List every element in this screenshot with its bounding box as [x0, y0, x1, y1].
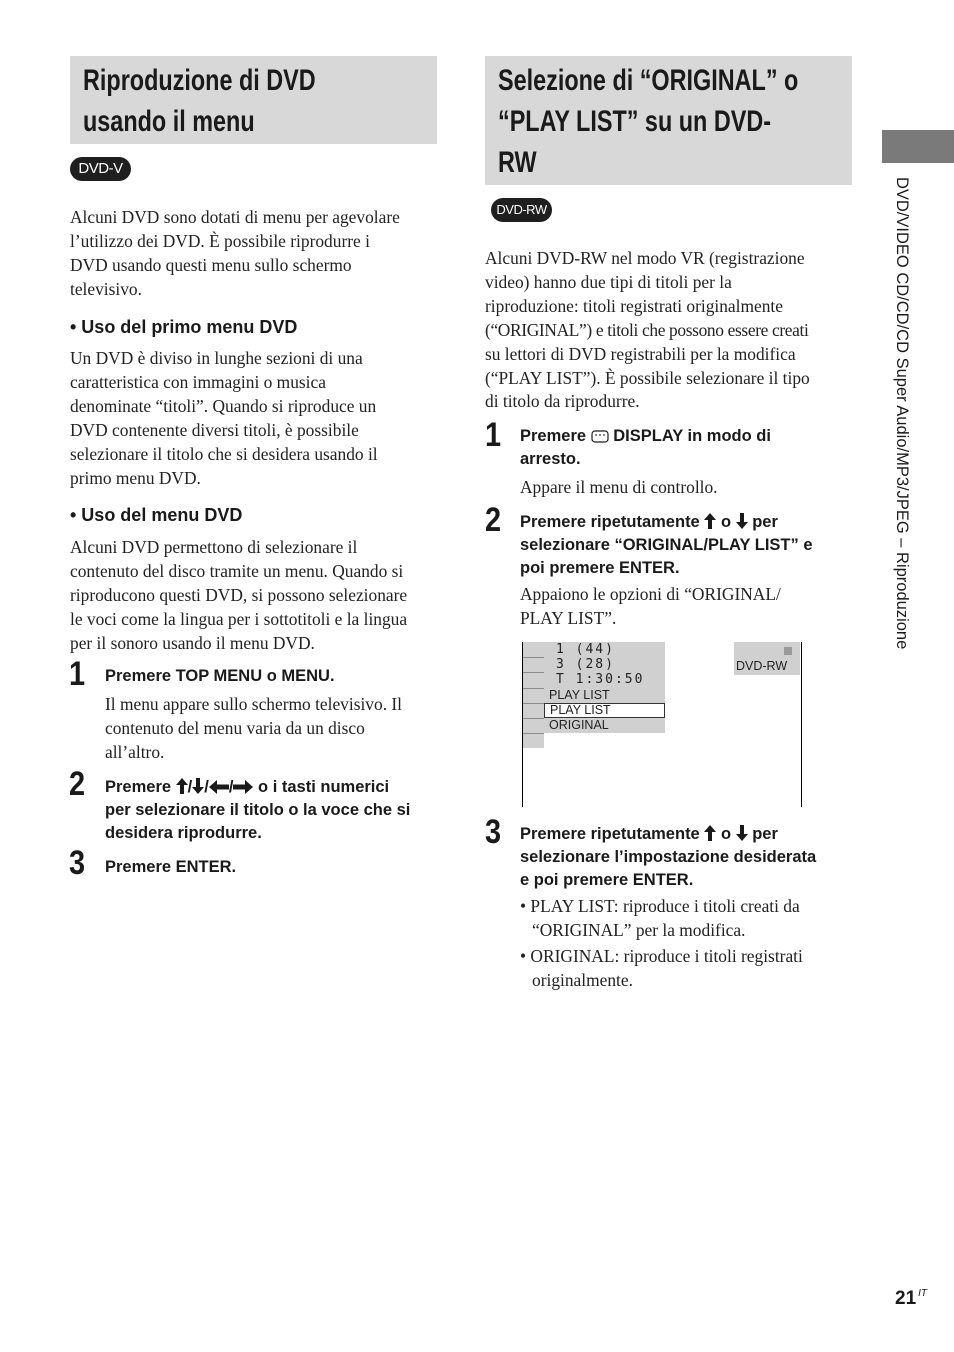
arrow-up-icon	[704, 513, 716, 529]
left-step-2-heading: Premere / / / o i tasti numerici per selezionare il titolo o la voce che si desidera riprodurre.	[105, 778, 411, 842]
left-title-line-1: Riproduzione di DVD	[83, 64, 316, 97]
status-square-icon	[784, 647, 792, 655]
left-step-3-number: 3	[69, 844, 86, 882]
arrow-down-icon	[192, 778, 204, 794]
right-step-1-heading: Premere DISPLAY in modo di arresto.	[520, 427, 771, 468]
right-step-1-number: 1	[485, 416, 502, 454]
section-tab	[882, 130, 954, 163]
subheading-primo-menu: • Uso del primo menu DVD	[70, 317, 298, 337]
arrow-left-icon	[209, 780, 229, 794]
current-setting: PLAY LIST	[544, 688, 665, 703]
left-step-3-heading: Premere ENTER.	[105, 858, 237, 876]
right-step-3-number: 3	[485, 813, 502, 851]
option-play-list[interactable]: PLAY LIST	[544, 703, 665, 718]
left-step-1-number: 1	[69, 655, 86, 693]
arrow-up-icon	[704, 825, 716, 841]
right-step-1-body: Appare il menu di controllo.	[520, 477, 718, 497]
dvd-rw-badge: DVD-RW	[491, 198, 552, 222]
left-title-band	[70, 56, 437, 144]
control-menu-screen	[522, 642, 802, 807]
right-title-line-1: Selezione di “ORIGINAL” o	[498, 64, 799, 97]
section-sidebar-label: DVD/VIDEO CD/CD/CD Super Audio/MP3/JPEG – Riproduzione	[893, 177, 911, 650]
control-menu-info	[544, 642, 665, 688]
arrow-down-icon	[736, 825, 748, 841]
page-lang: IT	[918, 1288, 928, 1299]
subsection-primo-menu-text: Un DVD è diviso in lunghe sezioni di una caratteristica con immagini o musica denominate “titoli”. Quando si riproduce un DVD contenente diversi titoli, è possibile selezionare il titolo che si desidera usando il primo menu DVD.	[70, 348, 378, 488]
subheading-menu-dvd: • Uso del menu DVD	[70, 505, 243, 525]
left-step-1-heading: Premere TOP MENU o MENU.	[105, 667, 335, 685]
media-indicator: DVD-RW	[734, 642, 800, 675]
right-step-2-heading: Premere ripetutamente o per selezionare “ORIGINAL/PLAY LIST” e poi premere ENTER.	[520, 513, 813, 577]
time-readout: T 1:30:50	[556, 672, 645, 687]
left-intro: Alcuni DVD sono dotati di menu per agevolare l’utilizzo dei DVD. È possibile riprodurre i DVD usando questi menu sullo schermo televisivo.	[70, 207, 400, 299]
right-step-2-body: Appaiono le opzioni di “ORIGINAL/ PLAY LIST”.	[520, 584, 781, 628]
right-step-3-heading: Premere ripetutamente o per selezionare l’impostazione desiderata e poi premere ENTER.	[520, 825, 817, 889]
page-number: 21 $^{IT}$	[895, 1288, 928, 1309]
right-intro: Alcuni DVD-RW nel modo VR (registrazione video) hanno due tipi di titoli per la riproduzione: titoli registrati originalmente (“ORIGINAL”) e titoli che possono essere creati su lettori di DVD registrabili per la modifica (“PLAY LIST”). È possibile selezionare il tipo di titolo da riprodurre.	[485, 248, 810, 412]
option-original[interactable]: ORIGINAL	[544, 718, 665, 733]
arrow-right-icon	[233, 780, 253, 794]
right-step-3-bullet-2: • ORIGINAL: riproduce i titoli registrati originalmente.	[520, 946, 803, 990]
left-step-1-body: Il menu appare sullo schermo televisivo. Il contenuto del menu varia da un disco all’altro.	[105, 694, 403, 762]
right-title-line-3: RW	[498, 146, 537, 179]
right-step-3-bullet-1: • PLAY LIST: riproduce i titoli creati da “ORIGINAL” per la modifica.	[520, 896, 800, 940]
title-number: 1 (44)	[556, 642, 615, 657]
chapter-number: 3 (28)	[556, 657, 615, 672]
left-step-2-number: 2	[69, 765, 86, 803]
right-step-2-number: 2	[485, 501, 502, 539]
right-title-band	[485, 56, 852, 185]
right-title-line-2: “PLAY LIST” su un DVD-	[498, 105, 772, 138]
display-button-icon	[591, 430, 609, 443]
left-title-line-2: usando il menu	[83, 105, 255, 138]
dvd-v-badge: DVD-V	[70, 157, 131, 181]
subsection-menu-dvd-text: Alcuni DVD permettono di selezionare il contenuto del disco tramite un menu. Quando si riproducono questi DVD, si possono selezionare le voci come la lingua per i sottotitoli e la lingua per il sonoro usando il menu DVD.	[70, 537, 408, 653]
arrow-up-icon	[176, 778, 188, 794]
arrow-down-icon	[736, 513, 748, 529]
